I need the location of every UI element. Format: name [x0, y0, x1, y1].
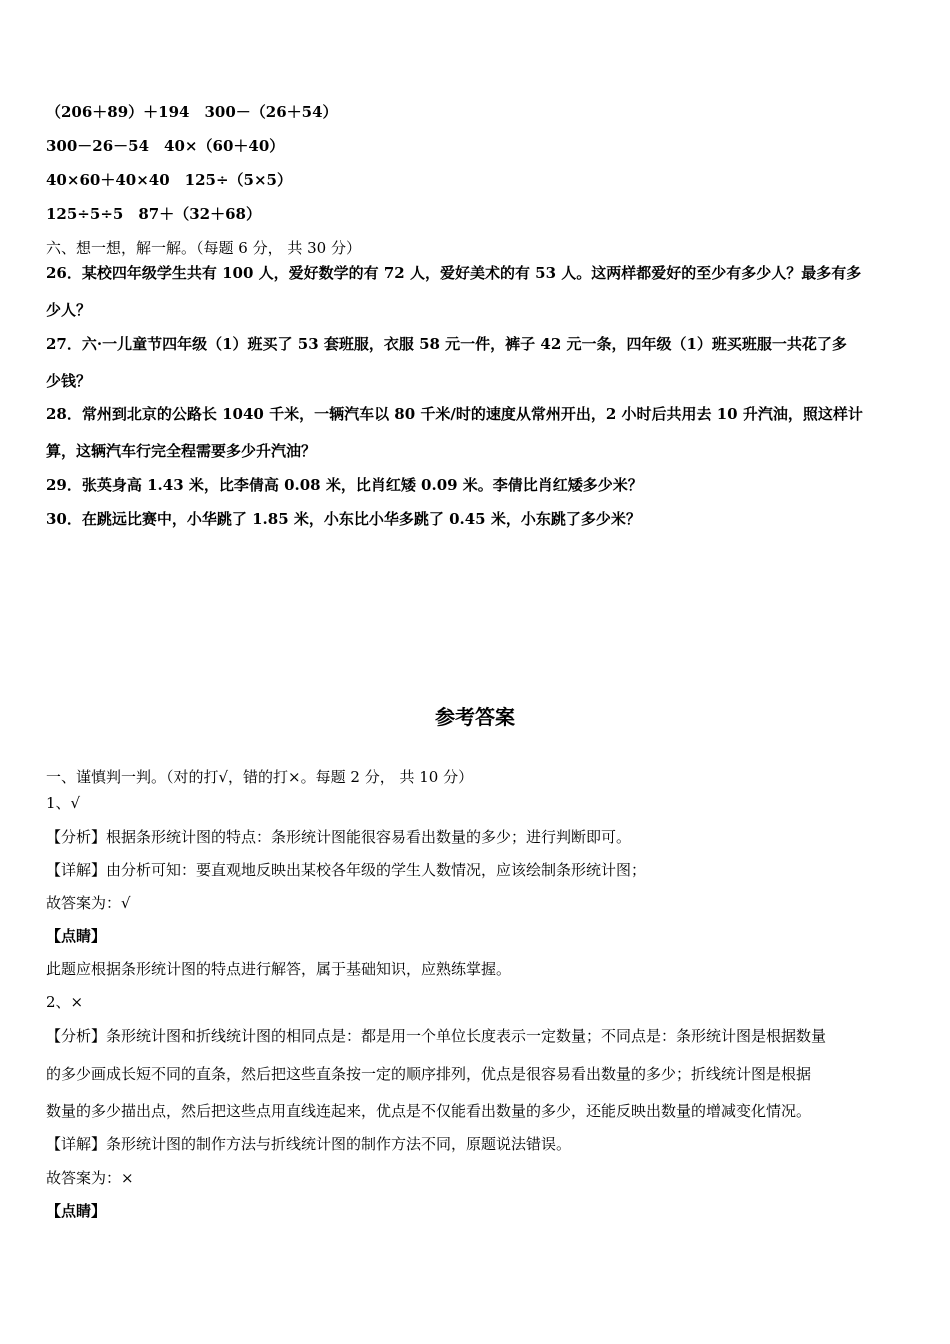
- answer-1-detail: 【详解】由分析可知：要直观地反映出某校各年级的学生人数情况，应该绘制条形统计图；: [46, 861, 647, 879]
- answer-2-analysis-line-3: 数量的多少描出点，然后把这些点用直线连起来，优点是不仅能看出数量的多少，还能反映出数量的增减变化情况。: [46, 1102, 812, 1120]
- question-27-line-2: 少钱？: [46, 372, 92, 390]
- answer-2-result: 故答案为：×: [46, 1169, 134, 1187]
- answers-title: 参考答案: [435, 705, 515, 729]
- answer-1-comment-label: 【点睛】: [46, 927, 107, 945]
- question-27-line-1: 27．六·一儿童节四年级（1）班买了 53 套班服，衣服 58 元一件，裤子 42 元一条，四年级（1）班买班服一共花了多: [46, 335, 847, 353]
- answer-1-analysis: 【分析】根据条形统计图的特点：条形统计图能很容易看出数量的多少；进行判断即可。: [46, 828, 632, 846]
- calc-line-1: （206＋89）＋194 300－（26＋54）: [46, 103, 338, 121]
- answer-2-detail: 【详解】条形统计图的制作方法与折线统计图的制作方法不同，原题说法错误。: [46, 1135, 572, 1153]
- calc-line-4: 125÷5÷5 87＋（32＋68）: [46, 205, 261, 223]
- answer-2-analysis-line-2: 的多少画成长短不同的直条，然后把这些直条按一定的顺序排列，优点是很容易看出数量的多少；折线统计图是根据: [46, 1065, 812, 1083]
- answer-1: 1、√: [46, 794, 81, 812]
- calc-line-2: 300－26－54 40×（60＋40）: [46, 137, 285, 155]
- answer-1-comment-text: 此题应根据条形统计图的特点进行解答，属于基础知识，应熟练掌握。: [46, 960, 512, 978]
- answer-2-analysis-line-1: 【分析】条形统计图和折线统计图的相同点是：都是用一个单位长度表示一定数量；不同点是：条形统计图是根据数量: [46, 1027, 827, 1045]
- question-28-line-1: 28．常州到北京的公路长 1040 千米，一辆汽车以 80 千米/时的速度从常州开出，2 小时后共用去 10 升汽油，照这样计: [46, 405, 863, 423]
- question-29: 29．张英身高 1.43 米，比李倩高 0.08 米，比肖红矮 0.09 米。李倩比肖红矮多少米？: [46, 476, 643, 494]
- answer-1-result: 故答案为：√: [46, 894, 131, 912]
- question-26-line-1: 26．某校四年级学生共有 100 人，爱好数学的有 72 人，爱好美术的有 53 人。这两样都爱好的至少有多少人？最多有多: [46, 264, 862, 282]
- answer-2-comment-label: 【点睛】: [46, 1202, 107, 1220]
- answers-heading: 一、谨慎判一判。（对的打√，错的打×。每题 2 分， 共 10 分）: [46, 768, 474, 786]
- calc-line-3: 40×60＋40×40 125÷（5×5）: [46, 171, 292, 189]
- section6-heading: 六、想一想，解一解。（每题 6 分， 共 30 分）: [46, 239, 361, 257]
- question-28-line-2: 算，这辆汽车行完全程需要多少升汽油？: [46, 442, 317, 460]
- question-26-line-2: 少人？: [46, 301, 92, 319]
- question-30: 30．在跳远比赛中，小华跳了 1.85 米，小东比小华多跳了 0.45 米，小东跳了多少米？: [46, 510, 641, 528]
- answer-2: 2、×: [46, 993, 84, 1011]
